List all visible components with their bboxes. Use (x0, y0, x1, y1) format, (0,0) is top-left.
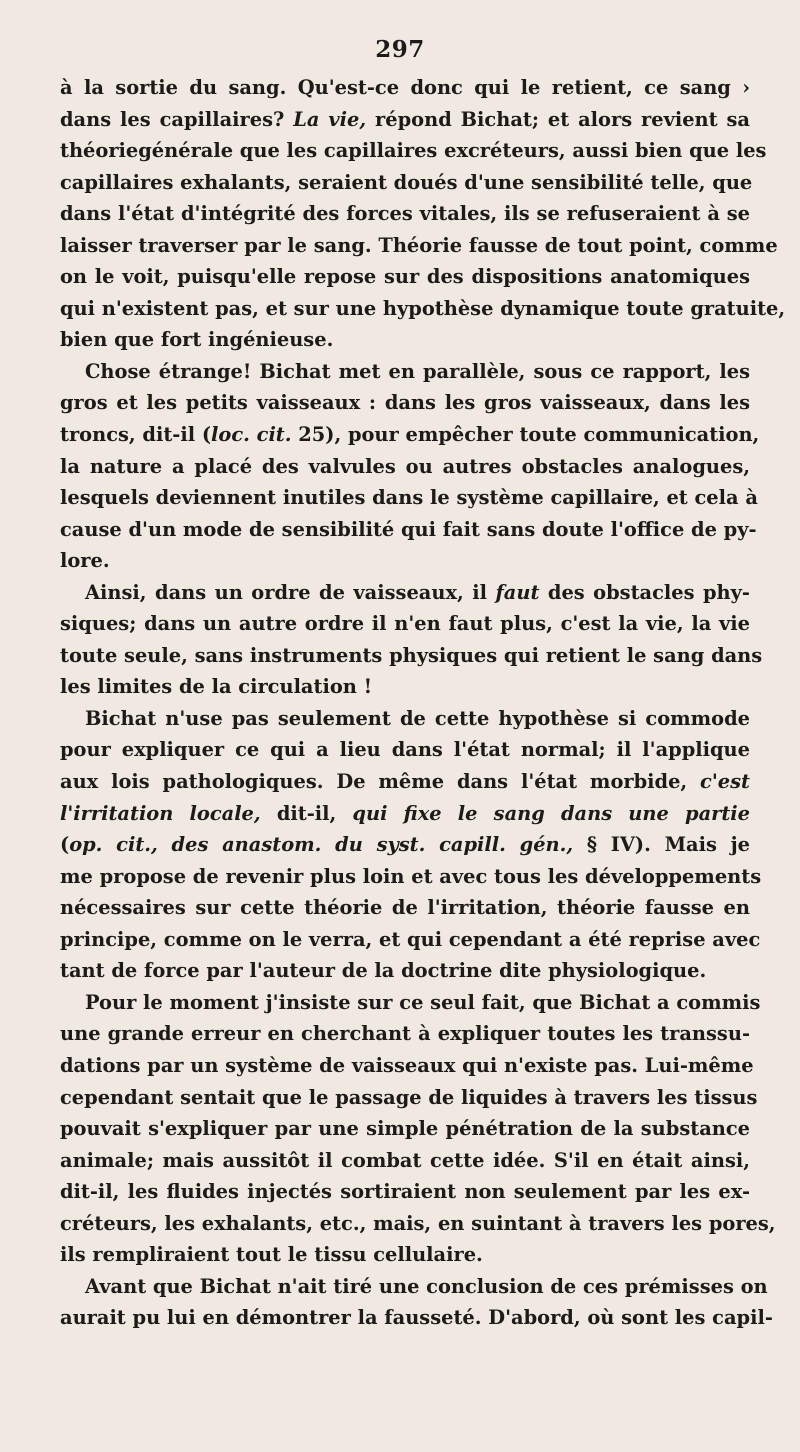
text-segment: troncs, dit-il ( (60, 423, 212, 447)
text-line (60, 1018, 750, 1050)
text-line (60, 387, 750, 419)
text-segment: bien que fort ingénieuse. (60, 328, 334, 352)
text-segment: ( (60, 833, 70, 857)
text-segment: à la sortie du sang. Qu'est-ce donc qui le retient, ce sang › (60, 76, 750, 99)
text-line (60, 1271, 768, 1303)
text-line (60, 293, 786, 325)
text-segment: siques; dans un autre ordre il n'en faut plus, c'est la vie, la vie (60, 612, 750, 636)
text-segment: créteurs, les exhalants, etc., mais, en suintant à travers les pores, (60, 1211, 776, 1235)
text-segment: aux lois pathologiques. De même dans l'état morbide, (60, 770, 701, 794)
italic-segment: loc. cit. (211, 423, 292, 447)
body-text (60, 72, 786, 1334)
text-line (60, 1208, 776, 1240)
text-line (60, 230, 778, 262)
text-segment: dit-il, les fluides injectés sortiraient non seulement par les ex- (60, 1180, 750, 1204)
italic-segment: faut (495, 580, 540, 604)
text-line (60, 955, 750, 987)
text-line (60, 798, 750, 830)
text-segment: qui n'existent pas, et sur une hypothèse dynamique toute gratuite, (60, 296, 786, 320)
text-segment: lesquels deviennent inutiles dans le système capillaire, et cela à (60, 486, 758, 510)
text-segment: pour expliquer ce qui a lieu dans l'état normal; il l'applique (60, 738, 750, 762)
text-line (60, 734, 750, 766)
text-line (60, 577, 750, 609)
text-line (60, 1113, 750, 1145)
text-segment: lore. (60, 549, 110, 573)
italic-segment: c'est (700, 770, 750, 794)
text-segment: dans les capillaires? (60, 107, 294, 131)
text-line (60, 135, 767, 167)
text-segment: 25), pour empêcher toute communication, (291, 423, 760, 447)
text-segment: cependant sentait que le passage de liquides à travers les tissus (60, 1085, 758, 1109)
text-line (60, 766, 750, 798)
text-line (60, 356, 750, 388)
italic-segment: op. cit., des anastom. du syst. capill. gén., (69, 833, 574, 857)
text-segment: dit-il, (260, 801, 353, 825)
text-segment: cause d'un mode de sensibilité qui fait sans doute l'office de py- (60, 517, 757, 541)
text-line (60, 1082, 758, 1114)
italic-segment: l'irritation locale, (60, 801, 261, 825)
text-segment: toute seule, sans instruments physiques qui retient le sang dans (60, 643, 763, 667)
text-segment: Bichat n'use pas seulement de cette hypothèse si commode (85, 706, 750, 730)
text-segment: on le voit, puisqu'elle repose sur des dispositions anatomiques (60, 265, 750, 289)
italic-segment: La vie, (293, 107, 367, 131)
text-segment: tant de force par l'auteur de la doctrine dite physiologique. (60, 959, 707, 983)
text-segment: les limites de la circulation ! (60, 675, 373, 699)
text-segment: des obstacles phy- (539, 580, 750, 604)
text-line (60, 892, 750, 924)
text-segment: me propose de revenir plus loin et avec tous les développements (60, 864, 762, 888)
text-line (60, 608, 750, 640)
text-segment: la nature a placé des valvules ou autres obstacles analogues, (60, 454, 750, 478)
text-line (60, 861, 762, 893)
text-line (60, 104, 750, 136)
text-line (60, 451, 750, 483)
text-segment: Avant que Bichat n'ait tiré une conclusion de ces prémisses on (85, 1274, 768, 1298)
text-segment: dations par un système de vaisseaux qui n'existe pas. Lui-même (60, 1053, 754, 1077)
text-segment: § IV). Mais je (573, 833, 750, 857)
text-segment: dans l'état d'intégrité des forces vitales, ils se refuseraient à se (60, 202, 750, 226)
text-segment: répond Bichat; et alors revient sa (366, 107, 750, 131)
text-line (60, 703, 750, 735)
text-line (60, 545, 750, 577)
text-segment: animale; mais aussitôt il combat cette idée. S'il en était ainsi, (60, 1148, 750, 1172)
text-segment: laisser traverser par le sang. Théorie fausse de tout point, comme (60, 233, 778, 257)
text-line (60, 671, 750, 703)
text-segment: ils rempliraient tout le tissu cellulaire. (60, 1243, 483, 1267)
text-line (60, 1239, 750, 1271)
text-line (60, 167, 753, 199)
text-segment: capillaires exhalants, seraient doués d'une sensibilité telle, que (60, 170, 753, 194)
text-line (60, 829, 750, 861)
text-line (60, 324, 750, 356)
text-segment: une grande erreur en cherchant à expliquer toutes les transsu- (60, 1022, 750, 1046)
text-line (60, 1302, 773, 1334)
text-line (60, 482, 758, 514)
text-line (60, 640, 763, 672)
text-segment: théoriegénérale que les capillaires excréteurs, aussi bien que les (60, 139, 767, 163)
text-line (60, 198, 750, 230)
italic-segment: qui fixe le sang dans une partie (352, 801, 751, 825)
text-line (60, 1050, 754, 1082)
text-segment: pouvait s'expliquer par une simple pénétration de la substance (60, 1117, 750, 1141)
text-line (60, 1145, 750, 1177)
text-segment: Chose étrange! Bichat met en parallèle, sous ce rapport, les (85, 359, 750, 383)
text-segment: nécessaires sur cette théorie de l'irritation, théorie fausse en (60, 896, 750, 920)
text-line (60, 514, 757, 546)
text-segment: Pour le moment j'insiste sur ce seul fait, que Bichat a commis (85, 990, 761, 1014)
text-line (60, 261, 750, 293)
text-segment: aurait pu lui en démontrer la fausseté. D'abord, où sont les capil- (60, 1306, 773, 1330)
text-segment: Ainsi, dans un ordre de vaisseaux, il (85, 580, 496, 604)
text-line (60, 1176, 750, 1208)
text-line (60, 987, 761, 1019)
text-segment: principe, comme on le verra, et qui cependant a été reprise avec (60, 927, 761, 951)
page-number: 297 (375, 36, 425, 63)
text-line (60, 924, 761, 956)
text-line (60, 72, 750, 104)
text-segment: gros et les petits vaisseaux : dans les gros vaisseaux, dans les (60, 391, 750, 415)
text-line (60, 419, 760, 451)
